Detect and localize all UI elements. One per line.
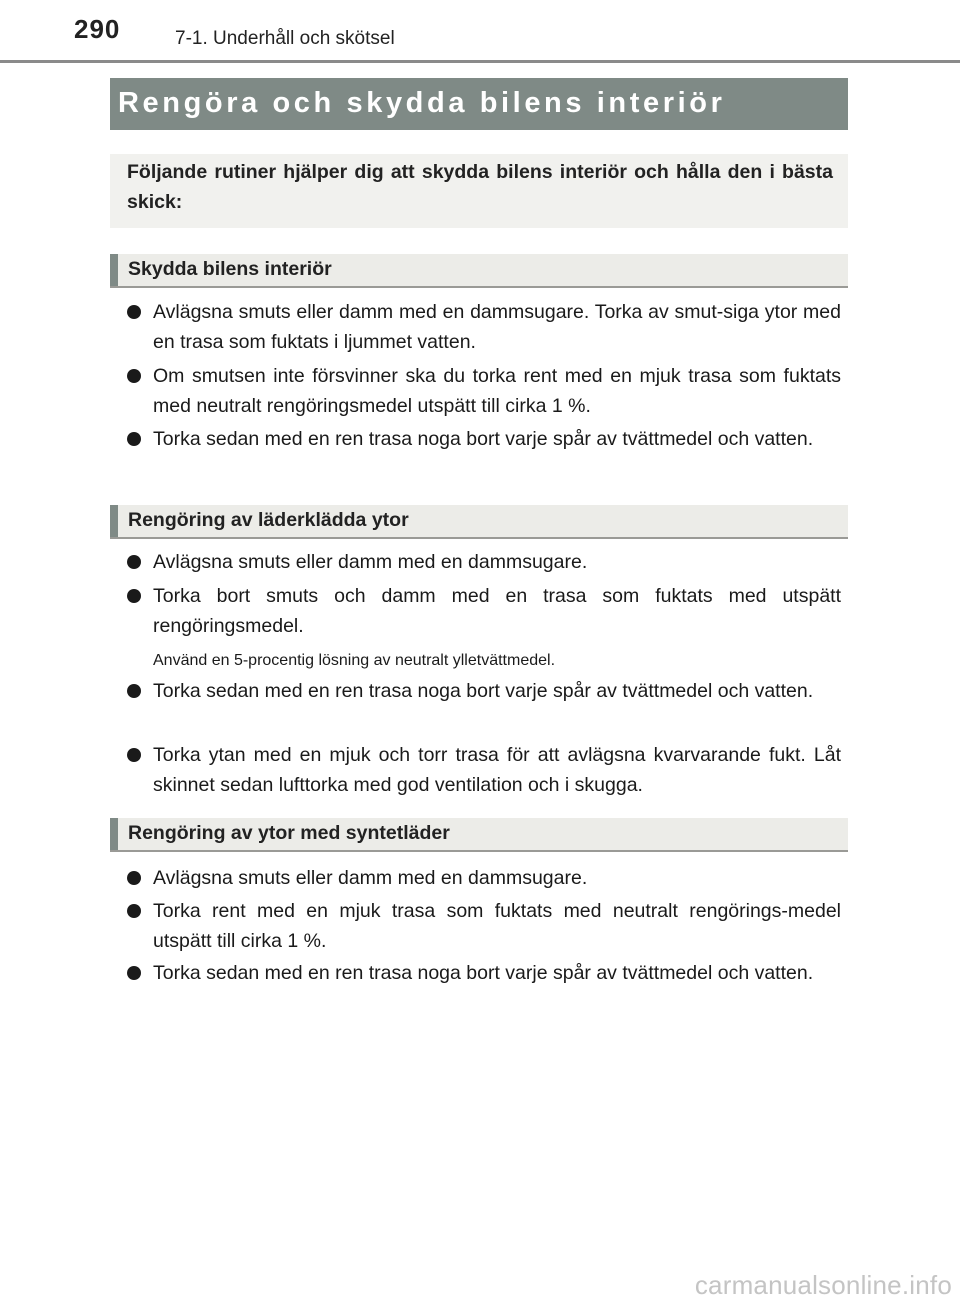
list-item [127, 547, 841, 577]
watermark: carmanualsonline.info [694, 1270, 952, 1300]
running-head: 7-1. Underhåll och skötsel [175, 28, 395, 49]
list-item [127, 896, 841, 956]
section-heading-label: Skydda bilens interiör [128, 258, 332, 280]
list-item [127, 297, 841, 357]
list-item-text: Om smutsen inte försvinner ska du torka rent med en mjuk trasa som fuktats med neutralt rengöringsmedel utspätt till cirka 1 %. [153, 365, 841, 417]
list-item [127, 863, 841, 893]
section-heading-leather [110, 505, 848, 539]
list-item-text: Torka bort smuts och damm med en trasa som fuktats med utspätt rengöringsmedel. [153, 585, 841, 637]
bullet-dot-icon [127, 555, 141, 569]
list-item [127, 958, 841, 988]
list-item-text: Torka sedan med en ren trasa noga bort varje spår av tvättmedel och vatten. [153, 428, 814, 450]
section-heading-protect-interior [110, 254, 848, 288]
bullet-dot-icon [127, 684, 141, 698]
section-heading-label: Rengöring av läderklädda ytor [128, 509, 409, 531]
bullet-dot-icon [127, 432, 141, 446]
header-rule [0, 60, 960, 63]
list-item-text: Torka ytan med en mjuk och torr trasa för att avlägsna kvarvarande fukt. Låt skinnet sedan lufttorka med god ventilation och i skugga. [153, 744, 841, 796]
list-item [127, 740, 841, 800]
list-item [127, 424, 841, 454]
list-item-text: Avlägsna smuts eller damm med en dammsugare. Torka av smut-siga ytor med en trasa som fuktats i ljummet vatten. [153, 301, 841, 353]
intro-box [110, 154, 848, 228]
list-item-text: Torka sedan med en ren trasa noga bort varje spår av tvättmedel och vatten. [153, 962, 814, 984]
bullet-dot-icon [127, 305, 141, 319]
list-item-text: Torka rent med en mjuk trasa som fuktats med neutralt rengörings-medel utspätt till cirka 1 %. [153, 900, 841, 952]
bullet-dot-icon [127, 966, 141, 980]
list-item [127, 361, 841, 421]
list-item [127, 676, 841, 706]
list-item-text: Avlägsna smuts eller damm med en dammsugare. [153, 551, 588, 573]
list-item [127, 581, 841, 641]
section-heading-label: Rengöring av ytor med syntetläder [128, 822, 450, 844]
bullet-dot-icon [127, 871, 141, 885]
note-text: Använd en 5-procentig lösning av neutralt ylletvättmedel. [153, 652, 556, 669]
list-item-text: Avlägsna smuts eller damm med en dammsugare. [153, 867, 588, 889]
intro-text: Följande rutiner hjälper dig att skydda bilens interiör och hålla den i bästa skick: [127, 161, 833, 213]
section-heading-synthetic-leather [110, 818, 848, 852]
title-bar [110, 78, 848, 130]
page-number: 290 [74, 14, 121, 44]
bullet-dot-icon [127, 589, 141, 603]
bullet-dot-icon [127, 904, 141, 918]
bullet-dot-icon [127, 369, 141, 383]
bullet-dot-icon [127, 748, 141, 762]
list-item-text: Torka sedan med en ren trasa noga bort varje spår av tvättmedel och vatten. [153, 680, 814, 702]
page-title: Rengöra och skydda bilens interiör [118, 87, 726, 119]
